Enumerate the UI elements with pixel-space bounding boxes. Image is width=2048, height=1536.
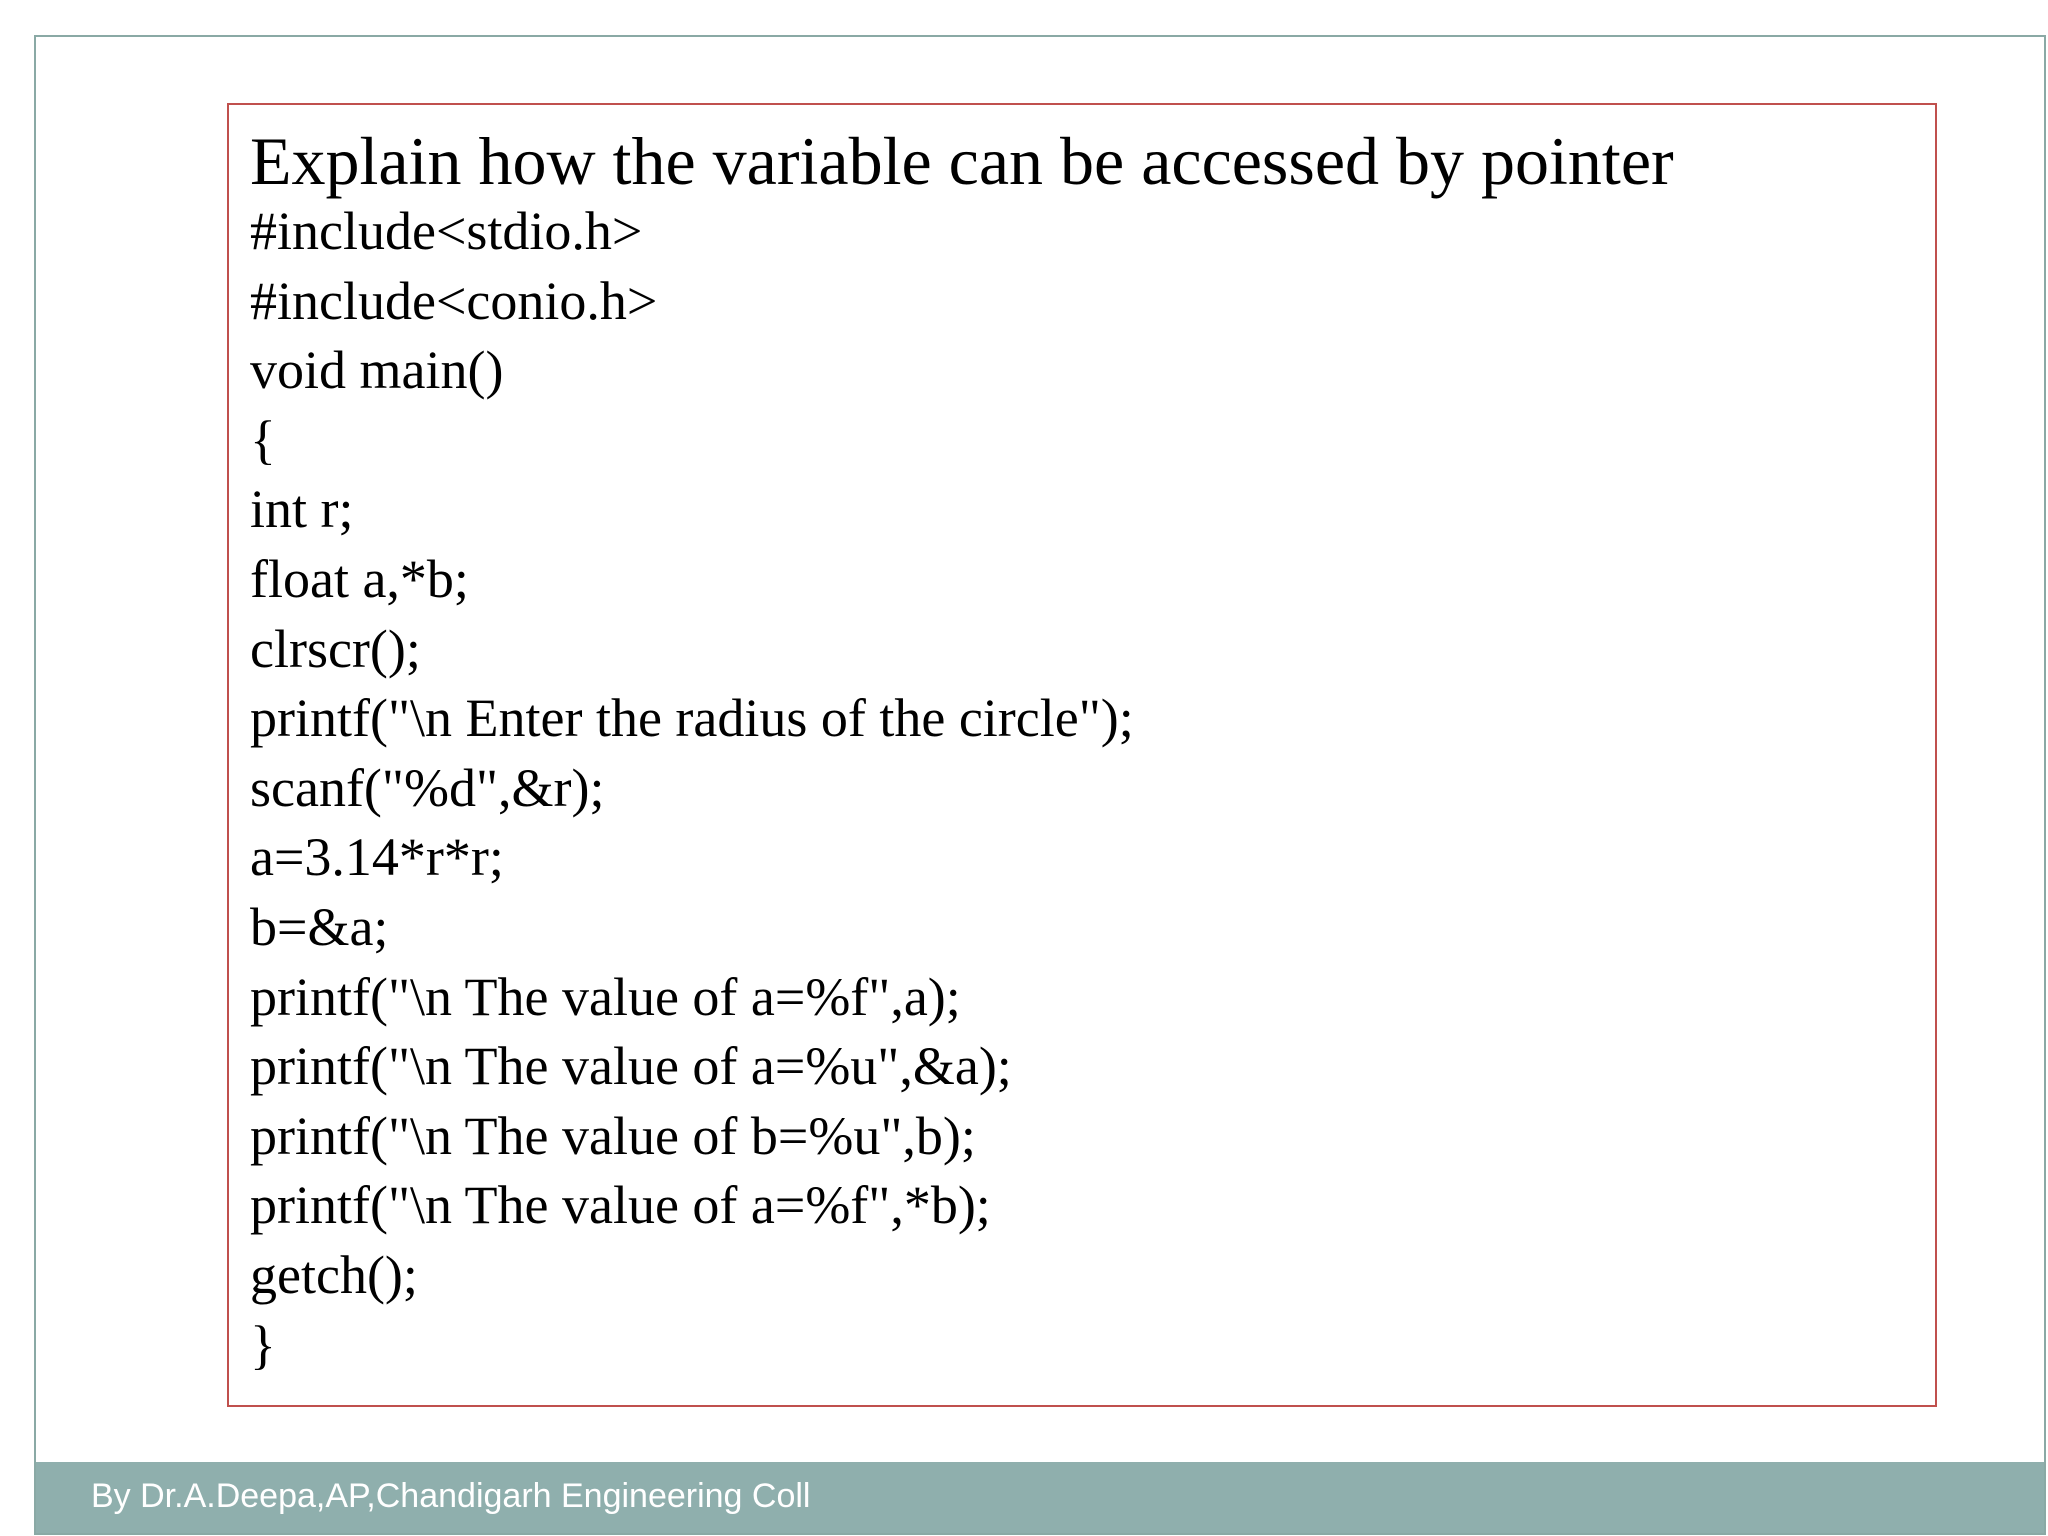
code-line: printf("\n The value of a=%u",&a); bbox=[250, 1036, 1012, 1097]
code-line: getch(); bbox=[250, 1244, 418, 1305]
code-line: a=3.14*r*r; bbox=[250, 827, 504, 888]
code-block bbox=[250, 197, 1935, 1380]
code-line: float a,*b; bbox=[250, 548, 469, 609]
footer-bar bbox=[36, 1462, 2044, 1535]
code-line: void main() bbox=[250, 340, 504, 401]
code-line: #include<stdio.h> bbox=[250, 201, 643, 261]
code-line: printf("\n Enter the radius of the circle"); bbox=[250, 688, 1134, 749]
footer-author-text: By Dr.A.Deepa,AP,Chandigarh Engineering Coll bbox=[91, 1477, 811, 1515]
code-line: #include<conio.h> bbox=[250, 270, 658, 331]
code-line: printf("\n The value of b=%u",b); bbox=[250, 1105, 976, 1166]
slide-frame bbox=[34, 35, 2046, 1535]
code-line: } bbox=[250, 1314, 276, 1375]
code-line: int r; bbox=[250, 479, 354, 540]
code-line: printf("\n The value of a=%f",*b); bbox=[250, 1175, 991, 1236]
code-line: b=&a; bbox=[250, 896, 389, 957]
content-box bbox=[227, 103, 1937, 1407]
slide-title: Explain how the variable can be accessed by pointer bbox=[250, 123, 1674, 199]
code-line: { bbox=[250, 409, 276, 470]
code-line: printf("\n The value of a=%f",a); bbox=[250, 966, 961, 1027]
code-line: scanf("%d",&r); bbox=[250, 757, 605, 818]
code-line: clrscr(); bbox=[250, 618, 421, 679]
